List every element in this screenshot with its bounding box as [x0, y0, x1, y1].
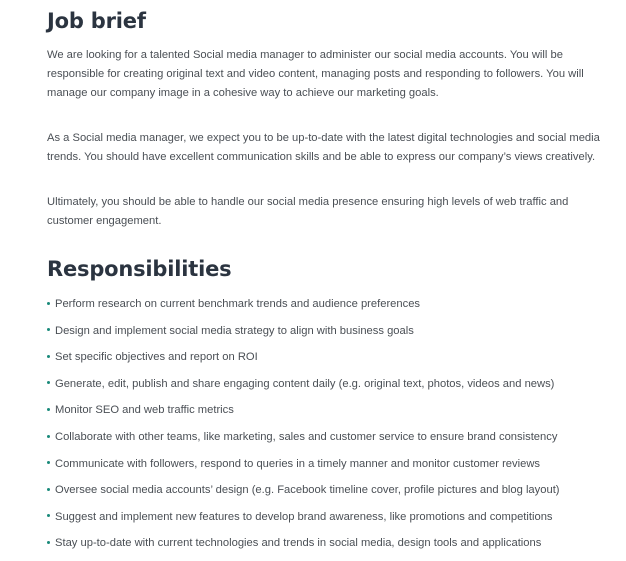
bullet-icon [47, 514, 50, 517]
responsibilities-list [47, 295, 560, 561]
list-item: Set specific objectives and report on ROI [47, 348, 560, 375]
list-item: Monitor SEO and web traffic metrics [47, 401, 560, 428]
responsibilities-heading: Responsibilities [47, 257, 232, 281]
bullet-icon [47, 302, 50, 305]
list-item: Perform research on current benchmark trends and audience preferences [47, 295, 560, 322]
list-item: Stay up-to-date with current technologies and trends in social media, design tools and applications [47, 534, 560, 561]
list-item: Design and implement social media strategy to align with business goals [47, 322, 560, 349]
list-item: Collaborate with other teams, like marketing, sales and customer service to ensure brand consistency [47, 428, 560, 455]
list-item: Oversee social media accounts’ design (e.g. Facebook timeline cover, profile pictures and blog layout) [47, 481, 560, 508]
job-brief-heading: Job brief [47, 9, 146, 33]
job-brief-paragraph-1: We are looking for a talented Social media manager to administer our social media accounts. You will be responsible for creating original text and video content, managing posts and responding to followers. You will manage our company image in a cohesive way to achieve our marketing goals. [47, 49, 584, 99]
list-item: Communicate with followers, respond to queries in a timely manner and monitor customer reviews [47, 455, 560, 482]
list-item: Suggest and implement new features to develop brand awareness, like promotions and competitions [47, 508, 560, 535]
bullet-icon [47, 381, 50, 384]
bullet-icon [47, 461, 50, 464]
job-brief-paragraph-3: Ultimately, you should be able to handle our social media presence ensuring high levels of web traffic and customer engagement. [47, 196, 569, 227]
list-item: Generate, edit, publish and share engaging content daily (e.g. original text, photos, videos and news) [47, 375, 560, 402]
bullet-icon [47, 488, 50, 491]
bullet-icon [47, 435, 50, 438]
job-brief-paragraph-2: As a Social media manager, we expect you to be up-to-date with the latest digital technologies and social media trends. You should have excellent communication skills and be able to express our company’s views creatively. [47, 132, 600, 163]
bullet-icon [47, 355, 50, 358]
bullet-icon [47, 541, 50, 544]
bullet-icon [47, 328, 50, 331]
bullet-icon [47, 408, 50, 411]
